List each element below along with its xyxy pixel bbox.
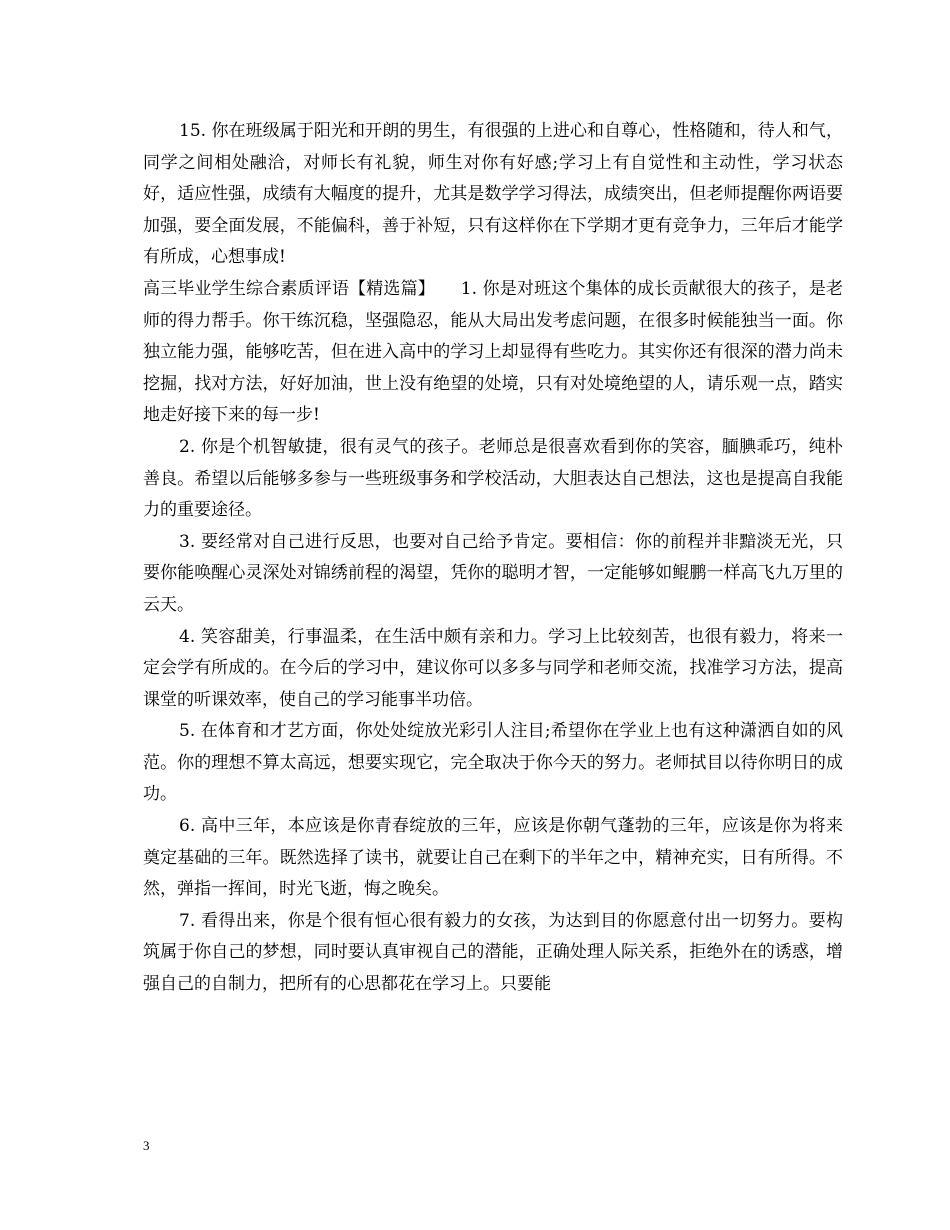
paragraph-2: 2. 你是个机智敏捷，很有灵气的孩子。老师总是很喜欢看到你的笑容，腼腆乖巧，纯朴善良。希望以后能够多参与一些班级事务和学校活动，大胆表达自己想法，这也是提高自我能力的重要途径。 [143, 436, 843, 521]
paragraph-15: 15. 你在班级属于阳光和开朗的男生，有很强的上进心和自尊心，性格随和，待人和气，同学之间相处融洽，对师长有礼貌，师生对你有好感;学习上有自觉性和主动性，学习状态好，适应性强，成绩有大幅度的提升，尤其是数学学习得法，成绩突出，但老师提醒你两语要加强，要全面发展，不能偏科，善于补短，只有这样你在下学期才更有竞争力，三年后才能学有所成，心想事成! [143, 121, 843, 268]
paragraph-5: 5. 在体育和才艺方面，你处处绽放光彩引人注目;希望你在学业上也有这种潇洒自如的风范。你的理想不算太高远，想要实现它，完全取决于你今天的努力。老师拭目以待你明日的成功。 [143, 721, 843, 805]
document-body [143, 116, 843, 1001]
paragraph-6: 6. 高中三年，本应该是你青春绽放的三年，应该是你朝气蓬勃的三年，应该是你为将来奠定基础的三年。既然选择了读书，就要让自己在剩下的半年之中，精神充实，日有所得。不然，弹指一挥间，时光飞逝，悔之晚矣。 [143, 816, 843, 900]
paragraph-4: 4. 笑容甜美，行事温柔，在生活中颇有亲和力。学习上比较刻苦，也很有毅力，将来一定会学有所成的。在今后的学习中，建议你可以多多与同学和老师交流，找准学习方法，提高课堂的听课效率，使自己的学习能事半功倍。 [143, 626, 843, 710]
page-number: 3 [143, 1138, 150, 1153]
paragraph-7: 7. 看得出来，你是个很有恒心很有毅力的女孩，为达到目的你愿意付出一切努力。要构筑属于你自己的梦想，同时要认真审视自己的潜能，正确处理人际关系，拒绝外在的诱惑，增强自己的自制力，把所有的心思都花在学习上。只要能 [143, 910, 843, 995]
section-heading-paragraph-1: 高三毕业学生综合素质评语【精选篇】 1. 你是对班这个集体的成长贡献很大的孩子，是老师的得力帮手。你干练沉稳，坚强隐忍，能从大局出发考虑问题，在很多时候能独当一面。你独立能力强，能够吃苦，但在进入高中的学习上却显得有些吃力。其实你还有很深的潜力尚未挖掘，找对方法，好好加油，世上没有绝望的处境，只有对处境绝望的人，请乐观一点，踏实地走好接下来的每一步! [143, 278, 843, 426]
paragraph-3: 3. 要经常对自己进行反思，也要对自己给予肯定。要相信：你的前程并非黯淡无光，只要你能唤醒心灵深处对锦绣前程的渴望，凭你的聪明才智，一定能够如鲲鹏一样高飞九万里的云天。 [143, 531, 843, 615]
